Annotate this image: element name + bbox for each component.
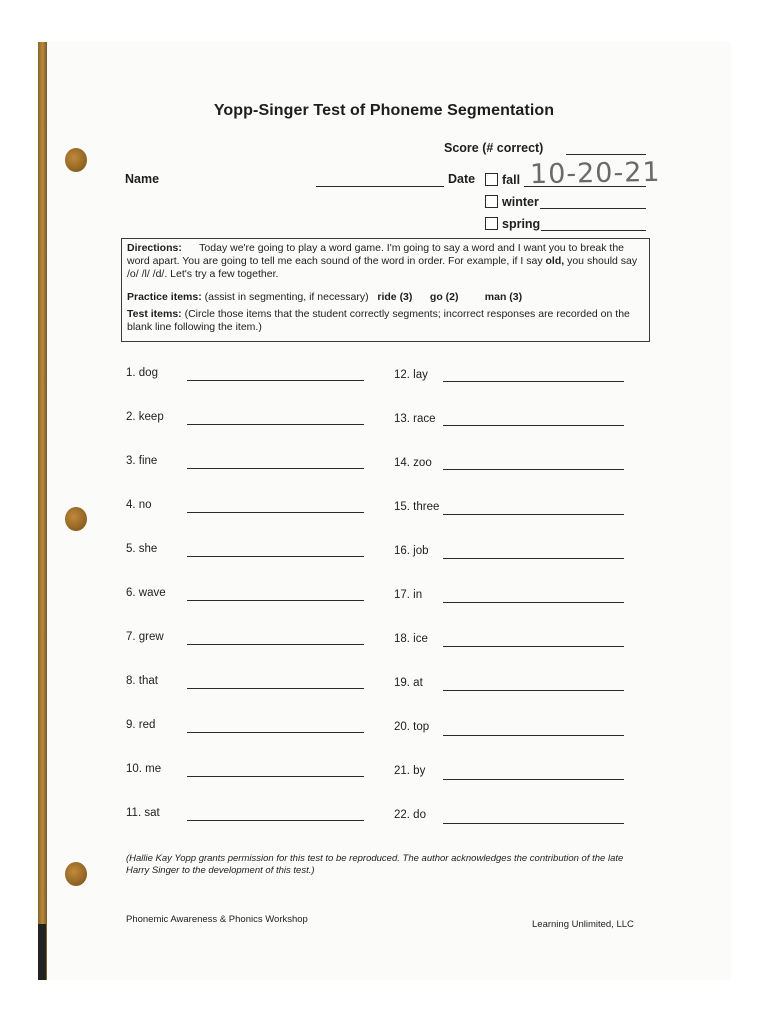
test-items-note: (Circle those items that the student correctly segments; incorrect responses are recorded on the blank line following the item.) bbox=[127, 308, 630, 333]
response-line[interactable] bbox=[187, 556, 364, 557]
directions-example-word: old, bbox=[545, 255, 565, 267]
response-line[interactable] bbox=[187, 424, 364, 425]
fall-checkbox[interactable] bbox=[485, 173, 498, 186]
test-item-word: 12. lay bbox=[394, 369, 428, 381]
test-item-word: 7. grew bbox=[126, 631, 164, 643]
response-line[interactable] bbox=[443, 514, 624, 515]
test-item-word: 19. at bbox=[394, 677, 423, 689]
practice-item: man (3) bbox=[484, 291, 523, 303]
response-line[interactable] bbox=[187, 468, 364, 469]
response-line[interactable] bbox=[443, 602, 624, 603]
test-item-word: 14. zoo bbox=[394, 457, 432, 469]
test-item-word: 9. red bbox=[126, 719, 156, 731]
test-item-word: 17. in bbox=[394, 589, 423, 601]
test-item-word: 1. dog bbox=[126, 367, 158, 379]
page-title: Yopp-Singer Test of Phoneme Segmentation bbox=[213, 102, 555, 119]
test-item-word: 5. she bbox=[126, 543, 158, 555]
test-item-word: 13. race bbox=[394, 413, 436, 425]
response-line[interactable] bbox=[187, 600, 364, 601]
spring-checkbox[interactable] bbox=[485, 217, 498, 230]
response-line[interactable] bbox=[443, 779, 624, 780]
test-item-word: 16. job bbox=[394, 545, 429, 557]
score-label: Score (# correct) bbox=[444, 141, 544, 155]
response-line[interactable] bbox=[187, 732, 364, 733]
winter-date-field[interactable] bbox=[540, 208, 646, 209]
practice-row bbox=[127, 291, 644, 304]
test-item-word: 18. ice bbox=[394, 633, 428, 645]
practice-label: Practice items: bbox=[127, 291, 202, 303]
directions-box bbox=[121, 238, 650, 342]
practice-item: go (2) bbox=[429, 291, 459, 303]
spring-label: spring bbox=[502, 217, 541, 231]
handwritten-date: 10-20-21 bbox=[529, 156, 661, 191]
response-line[interactable] bbox=[187, 380, 364, 381]
response-line[interactable] bbox=[187, 688, 364, 689]
footer-workshop-title: Phonemic Awareness & Phonics Workshop bbox=[126, 914, 308, 925]
name-label: Name bbox=[125, 172, 160, 186]
response-line[interactable] bbox=[187, 644, 364, 645]
permission-footnote: (Hallie Kay Yopp grants permission for this test to be reproduced. The author acknowledges the contribution of the late Harry Singer to the development of this test.) bbox=[126, 853, 624, 876]
practice-item: ride (3) bbox=[377, 291, 413, 303]
response-line[interactable] bbox=[443, 381, 624, 382]
test-item-word: 15. three bbox=[394, 501, 440, 513]
winter-label: winter bbox=[502, 195, 539, 209]
page-bottom-margin bbox=[38, 980, 732, 1024]
response-line[interactable] bbox=[187, 512, 364, 513]
test-item-word: 8. that bbox=[126, 675, 158, 687]
directions-paragraph bbox=[127, 242, 644, 281]
spring-date-field[interactable] bbox=[541, 230, 646, 231]
punch-hole-bottom bbox=[65, 862, 87, 886]
response-line[interactable] bbox=[443, 735, 624, 736]
punch-hole-middle bbox=[65, 507, 87, 531]
response-line[interactable] bbox=[443, 823, 624, 824]
test-item-word: 22. do bbox=[394, 809, 426, 821]
response-line[interactable] bbox=[443, 558, 624, 559]
response-line[interactable] bbox=[443, 469, 624, 470]
test-item-word: 4. no bbox=[126, 499, 152, 511]
test-item-word: 11. sat bbox=[126, 807, 160, 819]
directions-label: Directions: bbox=[127, 242, 182, 254]
test-item-word: 10. me bbox=[126, 763, 162, 775]
test-items-row bbox=[127, 308, 644, 334]
footer-publisher: Learning Unlimited, LLC bbox=[532, 919, 634, 930]
test-items-label: Test items: bbox=[127, 308, 182, 320]
directions-text-end: you should say /o/ /l/ /d/. Let's try a few together. bbox=[127, 255, 638, 280]
test-item-word: 6. wave bbox=[126, 587, 166, 599]
fall-label: fall bbox=[502, 173, 521, 187]
response-line[interactable] bbox=[443, 646, 624, 647]
page-corner-shadow bbox=[38, 924, 46, 980]
response-line[interactable] bbox=[187, 820, 364, 821]
response-line[interactable] bbox=[443, 425, 624, 426]
test-item-word: 3. fine bbox=[126, 455, 158, 467]
binder-edge bbox=[38, 42, 47, 980]
winter-checkbox[interactable] bbox=[485, 195, 498, 208]
name-field[interactable] bbox=[316, 186, 444, 187]
score-field[interactable] bbox=[566, 154, 646, 155]
test-item-word: 21. by bbox=[394, 765, 426, 777]
test-item-word: 2. keep bbox=[126, 411, 164, 423]
test-item-word: 20. top bbox=[394, 721, 430, 733]
date-label: Date bbox=[448, 172, 476, 186]
practice-note: (assist in segmenting, if necessary) bbox=[204, 291, 369, 303]
directions-text: Today we're going to play a word game. I'm going to say a word and I want you to break the word apart. You are going to tell me each sound of the word in order. For example, if I say bbox=[127, 242, 625, 267]
response-line[interactable] bbox=[443, 690, 624, 691]
response-line[interactable] bbox=[187, 776, 364, 777]
punch-hole-top bbox=[65, 148, 87, 172]
